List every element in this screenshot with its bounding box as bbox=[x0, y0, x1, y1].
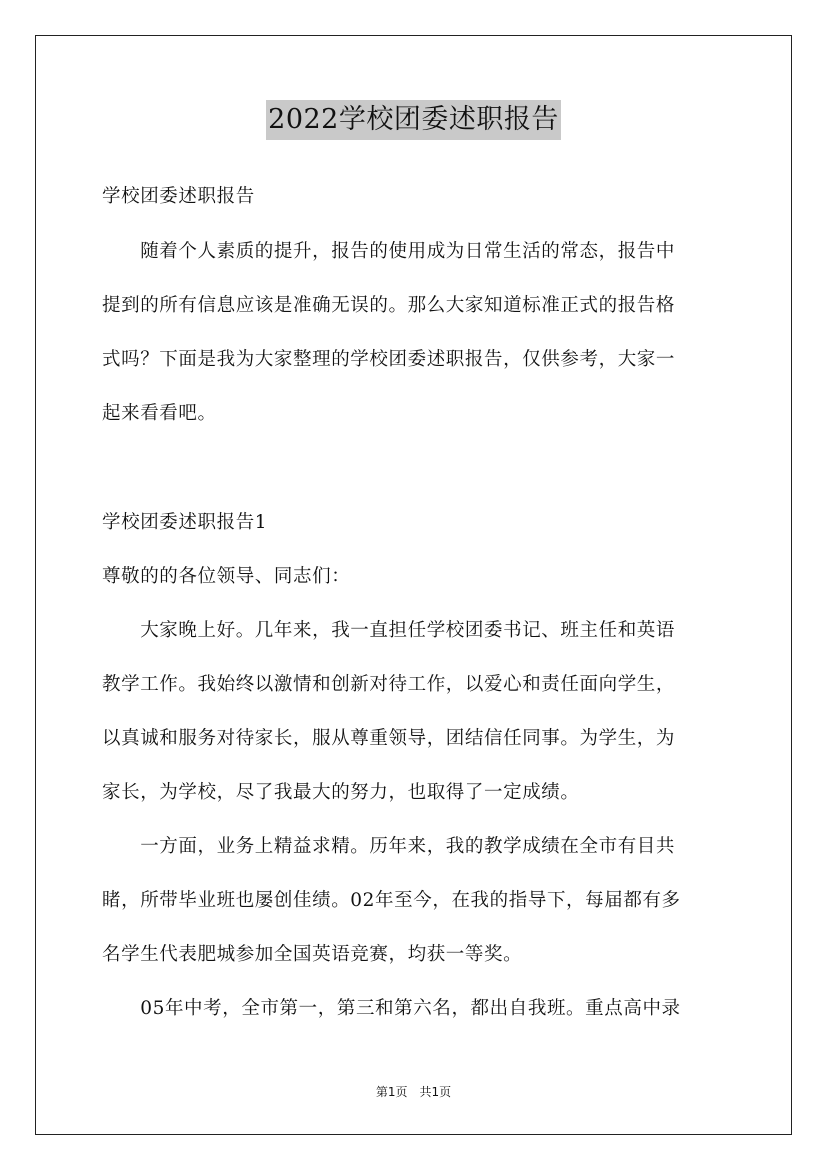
paragraph-line: 教学工作。我始终以激情和创新对待工作，以爱心和责任面向学生， bbox=[102, 674, 676, 695]
paragraph-line: 05年中考，全市第一，第三和第六名，都出自我班。重点高中录 bbox=[102, 998, 681, 1019]
paragraph-line: 睹，所带毕业班也屡创佳绩。02年至今，在我的指导下，每届都有多 bbox=[102, 890, 681, 911]
document-title: 2022学校团委述职报告 bbox=[266, 100, 561, 140]
paragraph-line: 名学生代表肥城参加全国英语竞赛，均获一等奖。 bbox=[102, 944, 523, 965]
paragraph-line: 大家晚上好。几年来，我一直担任学校团委书记、班主任和英语 bbox=[102, 620, 676, 641]
intro-line: 提到的所有信息应该是准确无误的。那么大家知道标准正式的报告格 bbox=[102, 295, 676, 316]
salutation: 尊敬的的各位领导、同志们： bbox=[102, 566, 351, 587]
paragraph-line: 以真诚和服务对待家长，服从尊重领导，团结信任同事。为学生，为 bbox=[102, 728, 676, 749]
title-container bbox=[0, 100, 827, 140]
intro-line: 随着个人素质的提升，报告的使用成为日常生活的常态，报告中 bbox=[102, 241, 676, 262]
page-footer: 第1页 共1页 bbox=[375, 1085, 452, 1099]
paragraph-line: 家长，为学校，尽了我最大的努力，也取得了一定成绩。 bbox=[102, 782, 580, 803]
document-subtitle: 学校团委述职报告 bbox=[102, 186, 255, 207]
intro-line: 式吗？下面是我为大家整理的学校团委述职报告，仅供参考，大家一 bbox=[102, 349, 676, 370]
intro-line: 起来看看吧。 bbox=[102, 403, 217, 424]
section-title: 学校团委述职报告1 bbox=[102, 512, 268, 533]
paragraph-line: 一方面，业务上精益求精。历年来，我的教学成绩在全市有目共 bbox=[102, 836, 676, 857]
